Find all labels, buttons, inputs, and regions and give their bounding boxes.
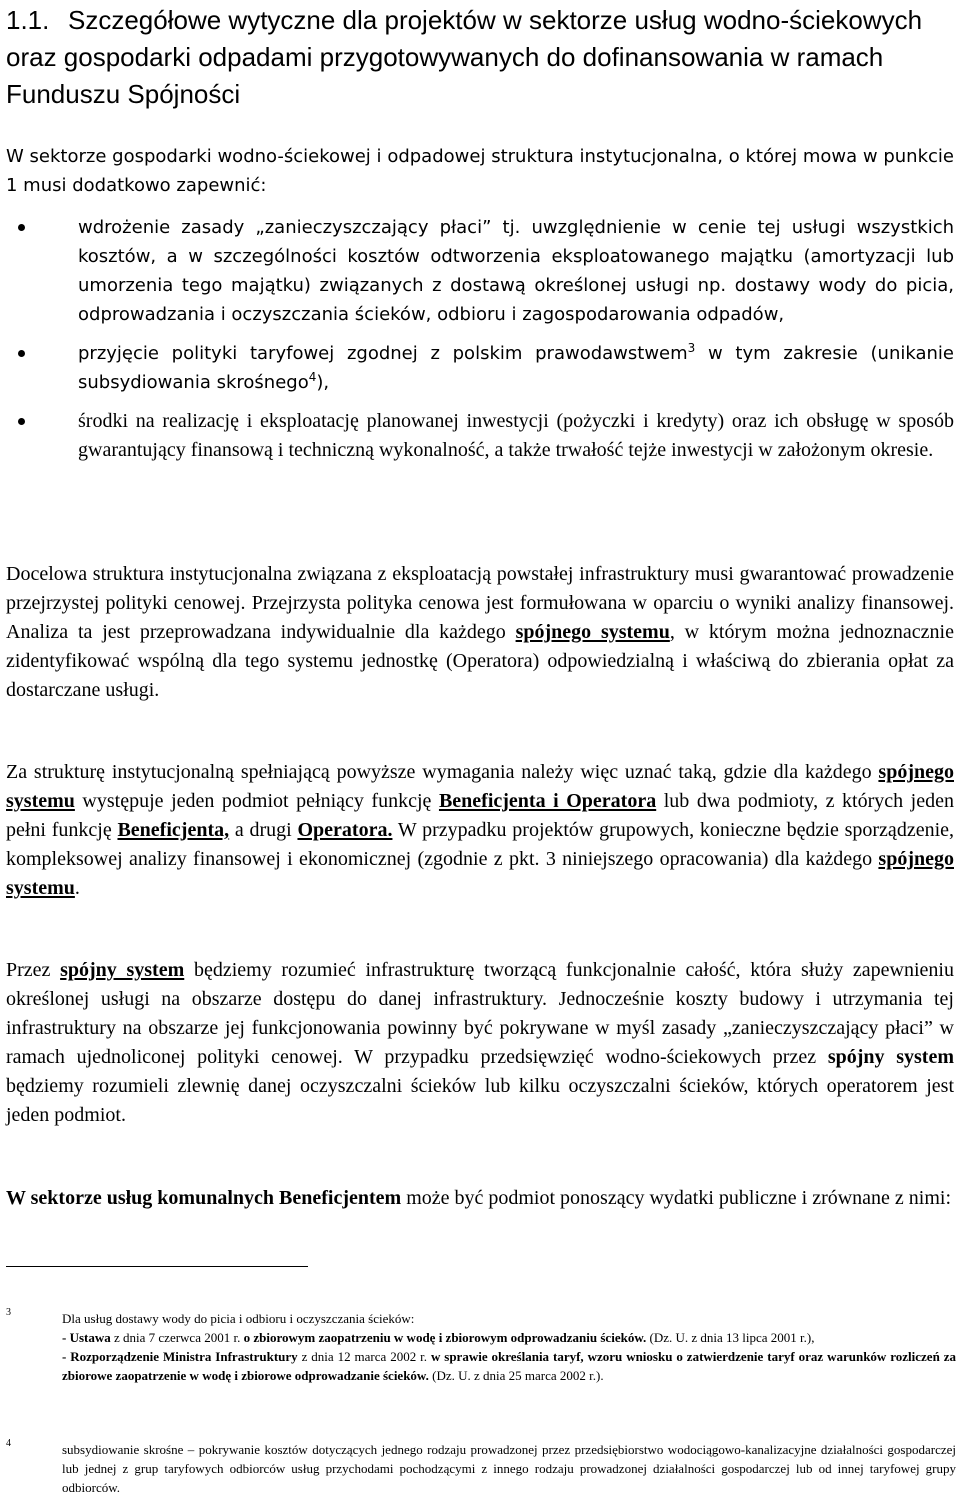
intro-paragraph: W sektorze gospodarki wodno-ściekowej i odpadowej struktura instytucjonalna, o której mowa w punkcie 1 musi dodatkowo zapewnić: [6, 146, 954, 196]
term-spojny-system: spójnego systemu [6, 761, 954, 812]
paragraph-institutional-structure [6, 758, 954, 903]
bullet-icon [18, 224, 25, 231]
paragraph-lead: W sektorze usług komunalnych Beneficjentem [6, 1187, 402, 1209]
bullet-icon [18, 350, 25, 357]
list-item [6, 407, 954, 465]
footnote-bold: - Rozporządzenie Ministra Infrastruktury [62, 1349, 298, 1364]
footnote-ref[interactable]: 4 [308, 370, 317, 384]
term-beneficjent: Beneficjenta, [117, 819, 230, 841]
footnote-text: (Dz. U. z dnia 13 lipca 2001 r.), [646, 1330, 815, 1345]
footnote-line: Dla usług dostawy wody do picia i odbioru i oczyszczania ścieków: [62, 1311, 415, 1326]
footnote-bold: o zbiorowym zaopatrzeniu w wodę i zbiorowym odprowadzaniu ścieków. [243, 1330, 647, 1345]
section-heading [6, 2, 956, 113]
paragraph-coherent-system [6, 956, 954, 1130]
term-spojny-system: spójnego systemu [515, 621, 670, 643]
footnote-line [62, 1347, 956, 1385]
paragraph-text: Przez [6, 959, 61, 981]
footnote-number: 3 [6, 1307, 11, 1318]
paragraph-text: będziemy rozumieć infrastrukturę tworzącą funkcjonalnie całość, która służy zapewnieniu określonej usługi na obszarze dostępu do danej infrastruktury. Jednocześnie koszty budowy i utrzymania tej infrastruktury na obszarze jej funkcjonowania powinny być pokrywane w myśl zasady „zanieczyszczający płaci” w ramach ujednoliconej polityki cenowej. W przypadku przedsięwzięć wodno-ściekowych przez [6, 959, 954, 1068]
paragraph-text: występuje jeden podmiot pełniący funkcję [74, 790, 439, 812]
list-item-text: ), [316, 372, 330, 393]
paragraph-text: lub dwa podmioty, z których jeden pełni funkcję [6, 790, 954, 841]
section-number: 1.1. [6, 5, 50, 35]
list-item [6, 213, 954, 329]
requirements-list [6, 213, 954, 475]
bullet-icon [18, 418, 25, 425]
paragraph-beneficiary [6, 1184, 954, 1213]
paragraph-text: Za strukturę instytucjonalną spełniającą powyższe wymagania należy więc uznać taką, gdzie dla każdego [6, 761, 879, 783]
paragraph-pricing-policy [6, 560, 954, 705]
paragraph-text: może być podmiot ponoszący wydatki publiczne i zrównane z nimi: [401, 1187, 952, 1209]
term-spojny-system: spójnego systemu [6, 848, 954, 899]
paragraph-text: , w którym można jednoznacznie zidentyfikować wspólną dla tego systemu jednostkę (Operatora) odpowiedzialną i właściwą do zbierania opłat za dostarczane usługi. [6, 621, 954, 701]
footnote-text: subsydiowanie skrośne – pokrywanie kosztów dotyczących jednego rodzaju prowadzonej przez przedsiębiorstwo wodociągowo-kanalizacyjne działalności gospodarczej lub jednej z grup taryfowych odbiorców usług przychodami pochodzącymi z innego rodzaju prowadzonej działalności gospodarczej lub od innej taryfowej grupy odbiorców. [62, 1442, 956, 1495]
list-item-text: wdrożenie zasady „zanieczyszczający płaci” tj. uwzględnienie w cenie tej usługi wszystkich kosztów, a w szczególności kosztów odtworzenia eksploatowanego majątku (amortyzacji lub umorzenia tego majątku) związanych z dostawą określonej usługi np. dostawy wody do picia, odprowadzania i oczyszczania ścieków, odbioru i zagospodarowania odpadów, [78, 217, 954, 325]
list-item-text: w tym zakresie (unikanie subsydiowania skrośnego [78, 343, 954, 393]
footnote-number: 4 [6, 1438, 11, 1449]
footnote-text: z dnia 12 marca 2002 r. [297, 1349, 431, 1364]
term-operator: Operatora. [297, 819, 393, 841]
paragraph-text: a drugi [229, 819, 298, 841]
paragraph-text: będziemy rozumieli zlewnię danej oczyszczalni ścieków lub kilku oczyszczalni ścieków, których operatorem jest jeden podmiot. [6, 1075, 954, 1126]
term-spojny-system: spójny system [827, 1046, 954, 1068]
list-item-text: środki na realizację i eksploatację planowanej inwestycji (pożyczki i kredyty) oraz ich obsługę w sposób gwarantujący finansową i techniczną wykonalność, a także trwałość tejże inwestycji w założonym okresie. [78, 410, 954, 461]
footnote-line [62, 1328, 956, 1347]
footnote-bold: - Ustawa [62, 1330, 111, 1345]
footnote-text: (Dz. U. z dnia 25 marca 2002 r.). [428, 1368, 604, 1383]
footnote-bold: w sprawie określania taryf, wzoru wniosku o zatwierdzenie taryf oraz warunków rozliczeń za zbiorowe zaopatrzenie w wodę i zbiorowe odprowadzanie ścieków. [62, 1349, 957, 1383]
term-spojny-system: spójny system [60, 959, 185, 981]
footnote-divider [6, 1266, 308, 1267]
paragraph-text: Docelowa struktura instytucjonalna związana z eksploatacją powstałej infrastruktury musi gwarantować prowadzenie przejrzystej polityki cenowej. Przejrzysta polityka cenowa jest formułowana w oparciu o wyniki analizy finansowej. Analiza ta jest przeprowadzana indywidualnie dla każdego [6, 563, 954, 643]
list-item [6, 339, 954, 397]
list-item-text: przyjęcie polityki taryfowej zgodnej z polskim prawodawstwem [78, 343, 688, 364]
footnote-ref[interactable]: 3 [687, 341, 696, 355]
footnote-text: z dnia 7 czerwca 2001 r. [110, 1330, 244, 1345]
paragraph-text: W przypadku projektów grupowych, konieczne będzie sporządzenie, kompleksowej analizy finansowej i ekonomicznej (zgodnie z pkt. 3 niniejszego opracowania) dla każdego [6, 819, 955, 870]
footnote-3 [6, 1309, 956, 1385]
term-beneficjent-operator: Beneficjenta i Operatora [438, 790, 657, 812]
footnote-4 [6, 1440, 956, 1497]
section-title: Szczegółowe wytyczne dla projektów w sektorze usług wodno-ściekowych oraz gospodarki odpadami przygotowywanych do dofinansowania w ramach Funduszu Spójności [6, 5, 923, 109]
paragraph-text: . [74, 877, 80, 899]
